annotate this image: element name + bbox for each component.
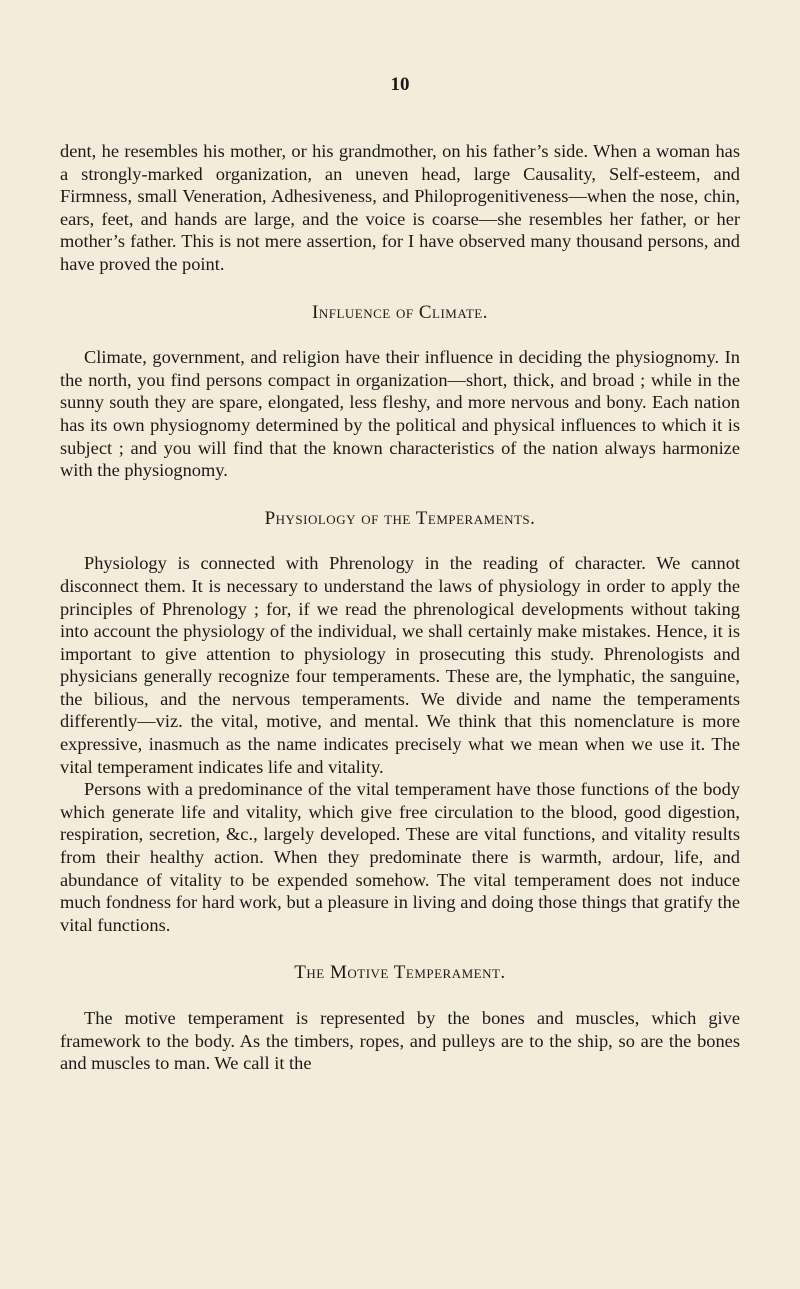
page-number: 10 <box>390 74 410 95</box>
paragraph: Physiology is connected with Phrenology in the reading of character. We cannot disconnect them. It is necessary to understand the laws of physiology in order to apply the principles of Phrenology ; for, if we read the phrenological developments without taking into account the physiology of the individual, we shall certainly make mistakes. Hence, it is important to give attention to physiology in prosecuting this study. Phrenologists and physicians generally recognize four temperaments. These are, the lymphatic, the sanguine, the bilious, and the nervous temperaments. We divide and name the temperaments differently—viz. the vital, motive, and mental. We think that this nomenclature is more expressive, inasmuch as the name indicates precisely what we mean when we use it. The vital temperament indicates life and vitality. <box>60 553 740 777</box>
paragraph: The motive temperament is represented by the bones and muscles, which give framework to the body. As the timbers, ropes, and pulleys are to the ship, so are the bones and muscles to man. We call it the <box>60 1008 740 1074</box>
section-heading-climate: Influence of Climate. <box>312 301 488 323</box>
section-heading-motive: The Motive Temperament. <box>294 962 506 984</box>
paragraph: Climate, government, and religion have their influence in deciding the physiognomy. In the north, you find persons compact in organization—short, thick, and broad ; while in the sunny south they are spare, elongated, less fleshy, and more nervous and bony. Each nation has its own physiognomy determined by the political and physical influences to which it is subject ; and you will find that the known characteristics of the nation always harmonize with the physiognomy. <box>60 347 740 481</box>
paragraph: Persons with a predominance of the vital temperament have those functions of the body which generate life and vitality, which give free circulation to the blood, good digestion, respiration, secretion, &c., largely developed. These are vital functions, and vitality results from their healthy action. When they predominate there is warmth, ardour, life, and abundance of vitality to be expended somehow. The vital temperament does not induce much fondness for hard work, but a pleasure in living and doing those things that gratify the vital functions. <box>60 779 740 935</box>
section-heading-temperaments: Physiology of the Temperaments. <box>264 507 536 529</box>
paragraph: dent, he resembles his mother, or his grandmother, on his father’s side. When a woman has a strongly-marked organization, an uneven head, large Causality, Self-esteem, and Firmness, small Veneration, Adhesiveness, and Philoprogenitiveness—when the nose, chin, ears, feet, and hands are large, and the voice is coarse—she resembles her father, or her mother’s father. This is not mere assertion, for I have observed many thousand persons, and have proved the point. <box>60 141 740 274</box>
page-body <box>60 140 740 1075</box>
